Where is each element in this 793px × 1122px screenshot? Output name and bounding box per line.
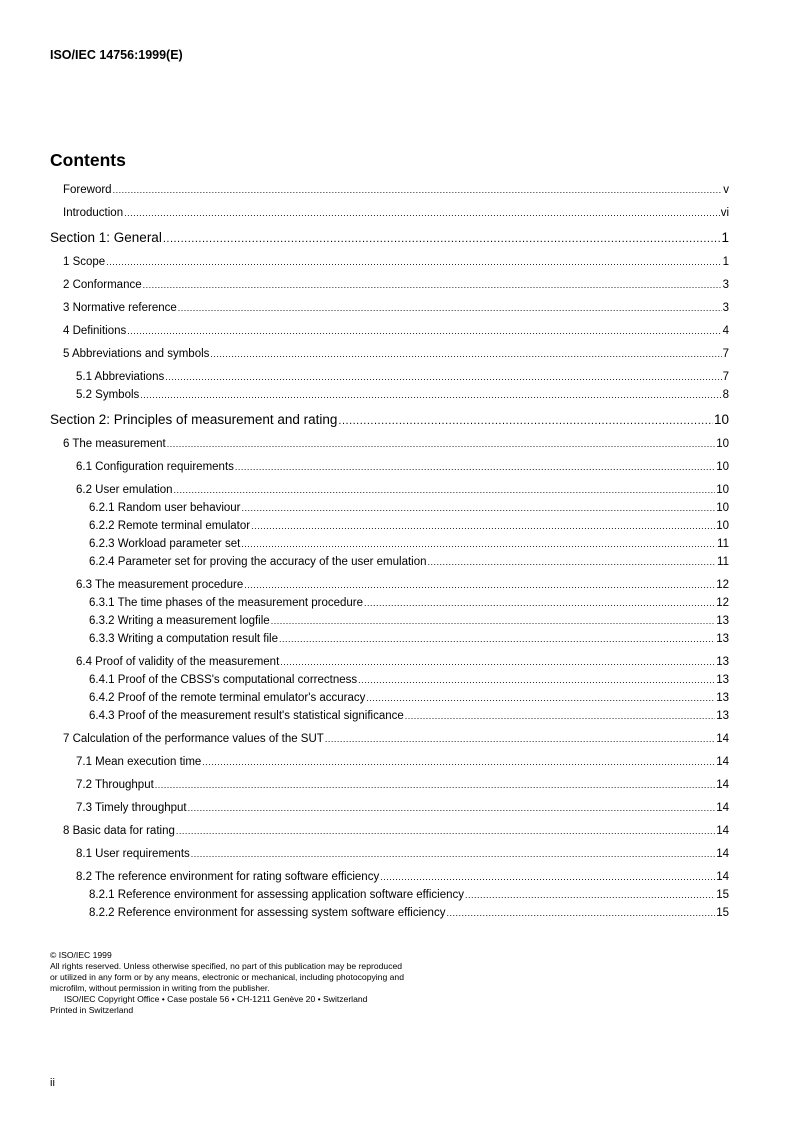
contents-heading: Contents: [50, 150, 126, 170]
toc-entry-page: 15: [716, 889, 729, 901]
toc-entry[interactable]: [50, 279, 729, 302]
toc-entry-title: 6.3.1 The time phases of the measurement procedure: [89, 597, 364, 609]
toc-entry-title: 7.1 Mean execution time: [76, 756, 202, 768]
toc-entry-page: 12: [716, 597, 729, 609]
toc-entry[interactable]: [50, 389, 729, 412]
toc-entry[interactable]: [50, 302, 729, 325]
toc-dot-leader: [176, 826, 715, 836]
toc-entry-page: 14: [716, 733, 729, 745]
toc-dot-leader: [165, 372, 721, 382]
toc-dot-leader: [251, 521, 715, 531]
toc-entry-page: 4: [722, 325, 729, 337]
toc-dot-leader: [140, 390, 721, 400]
toc-entry-title: 6.3.2 Writing a measurement logfile: [89, 615, 270, 627]
toc-dot-leader: [242, 503, 716, 513]
toc-entry-title: 5.2 Symbols: [76, 389, 140, 401]
toc-entry-page: 10: [716, 438, 729, 450]
rights-line-2: or utilized in any form or by any means, electronic or mechanical, including photocopying and: [50, 972, 404, 982]
toc-dot-leader: [325, 734, 715, 744]
toc-dot-leader: [143, 280, 722, 290]
toc-entry-title: 5.1 Abbreviations: [76, 371, 165, 383]
toc-entry-page: 10: [716, 484, 729, 496]
toc-dot-leader: [124, 208, 720, 218]
toc-entry-title: 6.1 Configuration requirements: [76, 461, 234, 473]
toc-entry[interactable]: [50, 889, 729, 907]
toc-entry-title: 6.2.4 Parameter set for proving the accuracy of the user emulation: [89, 556, 427, 568]
toc-entry-page: 12: [716, 579, 729, 591]
toc-entry-title: 6.3 The measurement procedure: [76, 579, 244, 591]
toc-dot-leader: [188, 803, 716, 813]
toc-entry-page: 11: [717, 556, 729, 568]
toc-dot-leader: [358, 675, 715, 685]
rights-line-1: All rights reserved. Unless otherwise specified, no part of this publication may be reproduced: [50, 961, 403, 971]
toc-entry-page: 14: [716, 825, 729, 837]
toc-dot-leader: [113, 185, 723, 195]
toc-entry-title: 7 Calculation of the performance values of the SUT: [63, 733, 324, 745]
toc-entry[interactable]: [50, 733, 729, 756]
toc-entry[interactable]: [50, 615, 729, 633]
toc-entry-page: 13: [716, 656, 729, 668]
toc-dot-leader: [338, 415, 713, 427]
toc-entry-page: 7: [722, 348, 729, 360]
toc-entry-title: 6.2.3 Workload parameter set: [89, 538, 241, 550]
document-id: ISO/IEC 14756:1999(E): [50, 48, 183, 62]
toc-entry-title: 8.2 The reference environment for rating software efficiency: [76, 871, 380, 883]
toc-entry-title: 8.2.2 Reference environment for assessing system software efficiency: [89, 907, 446, 919]
toc-entry-title: Section 2: Principles of measurement and rating: [50, 412, 338, 427]
toc-entry[interactable]: [50, 674, 729, 692]
toc-entry[interactable]: [50, 230, 729, 256]
toc-entry-page: 14: [716, 871, 729, 883]
toc-dot-leader: [241, 539, 716, 549]
toc-dot-leader: [279, 634, 715, 644]
toc-entry[interactable]: [50, 484, 729, 502]
toc-entry[interactable]: [50, 184, 729, 207]
copyright-office: ISO/IEC Copyright Office • Case postale 56 • CH-1211 Genève 20 • Switzerland: [64, 994, 368, 1004]
toc-dot-leader: [106, 257, 721, 267]
toc-entry-title: 6.4 Proof of validity of the measurement: [76, 656, 280, 668]
toc-dot-leader: [127, 326, 721, 336]
printed-in: Printed in Switzerland: [50, 1005, 134, 1015]
toc-dot-leader: [155, 780, 715, 790]
toc-entry-page: 11: [717, 538, 729, 550]
toc-entry-title: Foreword: [63, 184, 112, 196]
toc-entry-page: 1: [721, 230, 729, 245]
toc-entry[interactable]: [50, 692, 729, 710]
toc-entry[interactable]: [50, 438, 729, 461]
toc-entry-title: 7.2 Throughput: [76, 779, 154, 791]
toc-dot-leader: [202, 757, 715, 767]
toc-entry[interactable]: [50, 825, 729, 848]
toc-dot-leader: [446, 908, 715, 918]
toc-dot-leader: [191, 849, 715, 859]
toc-entry[interactable]: [50, 779, 729, 802]
toc-entry-title: 4 Definitions: [63, 325, 127, 337]
toc-entry-page: vi: [720, 207, 729, 219]
toc-entry[interactable]: [50, 556, 729, 579]
toc-entry-title: 5 Abbreviations and symbols: [63, 348, 210, 360]
toc-entry[interactable]: [50, 538, 729, 556]
toc-entry[interactable]: [50, 871, 729, 889]
toc-dot-leader: [178, 303, 722, 313]
table-of-contents: [50, 184, 729, 930]
toc-entry-page: 3: [722, 302, 729, 314]
toc-entry[interactable]: [50, 520, 729, 538]
rights-line-3: microfilm, without permission in writing from the publisher.: [50, 983, 270, 993]
toc-entry-page: 15: [716, 907, 729, 919]
toc-entry[interactable]: [50, 907, 729, 930]
toc-entry[interactable]: [50, 802, 729, 825]
toc-entry[interactable]: [50, 348, 729, 371]
toc-entry[interactable]: [50, 710, 729, 733]
toc-dot-leader: [366, 693, 715, 703]
toc-dot-leader: [380, 872, 715, 882]
toc-dot-leader: [244, 580, 715, 590]
toc-dot-leader: [271, 616, 716, 626]
toc-entry-title: 8.1 User requirements: [76, 848, 190, 860]
toc-dot-leader: [428, 557, 717, 567]
toc-entry-page: 7: [722, 371, 729, 383]
toc-entry-page: 10: [716, 461, 729, 473]
toc-entry-title: 7.3 Timely throughput: [76, 802, 187, 814]
toc-entry-page: v: [723, 184, 729, 196]
toc-entry-page: 10: [716, 520, 729, 532]
toc-dot-leader: [163, 233, 721, 245]
toc-entry[interactable]: [50, 371, 729, 389]
toc-entry-title: 6.4.2 Proof of the remote terminal emulator's accuracy: [89, 692, 366, 704]
toc-entry[interactable]: [50, 256, 729, 279]
toc-entry-page: 14: [716, 756, 729, 768]
toc-entry-title: 6.4.1 Proof of the CBSS's computational correctness: [89, 674, 358, 686]
toc-entry-page: 14: [716, 779, 729, 791]
toc-entry-title: Introduction: [63, 207, 124, 219]
toc-entry-title: 6.4.3 Proof of the measurement result's statistical significance: [89, 710, 404, 722]
toc-dot-leader: [405, 711, 715, 721]
toc-dot-leader: [465, 890, 715, 900]
toc-entry-page: 10: [713, 412, 729, 427]
page-number: ii: [50, 1077, 55, 1089]
toc-entry-page: 1: [722, 256, 729, 268]
toc-entry[interactable]: [50, 461, 729, 484]
toc-dot-leader: [210, 349, 721, 359]
toc-entry[interactable]: [50, 597, 729, 615]
toc-entry-title: 3 Normative reference: [63, 302, 177, 314]
toc-dot-leader: [235, 462, 715, 472]
toc-entry[interactable]: [50, 502, 729, 520]
toc-entry[interactable]: [50, 848, 729, 871]
toc-dot-leader: [167, 439, 716, 449]
toc-entry[interactable]: [50, 412, 729, 438]
toc-dot-leader: [174, 485, 716, 495]
toc-entry-page: 14: [716, 802, 729, 814]
toc-entry-page: 14: [716, 848, 729, 860]
copyright-line: © ISO/IEC 1999: [50, 950, 112, 960]
toc-entry[interactable]: [50, 756, 729, 779]
toc-entry-title: 6.2.2 Remote terminal emulator: [89, 520, 251, 532]
toc-dot-leader: [364, 598, 715, 608]
toc-entry-page: 13: [716, 615, 729, 627]
toc-entry-page: 13: [716, 674, 729, 686]
toc-entry-page: 3: [722, 279, 729, 291]
toc-entry-title: 6.2 User emulation: [76, 484, 173, 496]
toc-entry-page: 13: [716, 633, 729, 645]
toc-entry-title: 8.2.1 Reference environment for assessing application software efficiency: [89, 889, 465, 901]
toc-entry-title: Section 1: General: [50, 230, 162, 245]
toc-entry-title: 1 Scope: [63, 256, 106, 268]
toc-entry-title: 8 Basic data for rating: [63, 825, 175, 837]
toc-entry[interactable]: [50, 633, 729, 656]
toc-entry-page: 8: [722, 389, 729, 401]
copyright-footer: [50, 950, 404, 1016]
toc-entry[interactable]: [50, 656, 729, 674]
toc-entry-page: 10: [716, 502, 729, 514]
toc-entry-title: 6 The measurement: [63, 438, 166, 450]
toc-entry-title: 6.2.1 Random user behaviour: [89, 502, 241, 514]
toc-dot-leader: [280, 657, 715, 667]
toc-entry-page: 13: [716, 710, 729, 722]
toc-entry[interactable]: [50, 207, 729, 230]
toc-entry-title: 6.3.3 Writing a computation result file: [89, 633, 278, 645]
toc-entry[interactable]: [50, 579, 729, 597]
toc-entry-page: 13: [716, 692, 729, 704]
toc-entry-title: 2 Conformance: [63, 279, 142, 291]
toc-entry[interactable]: [50, 325, 729, 348]
